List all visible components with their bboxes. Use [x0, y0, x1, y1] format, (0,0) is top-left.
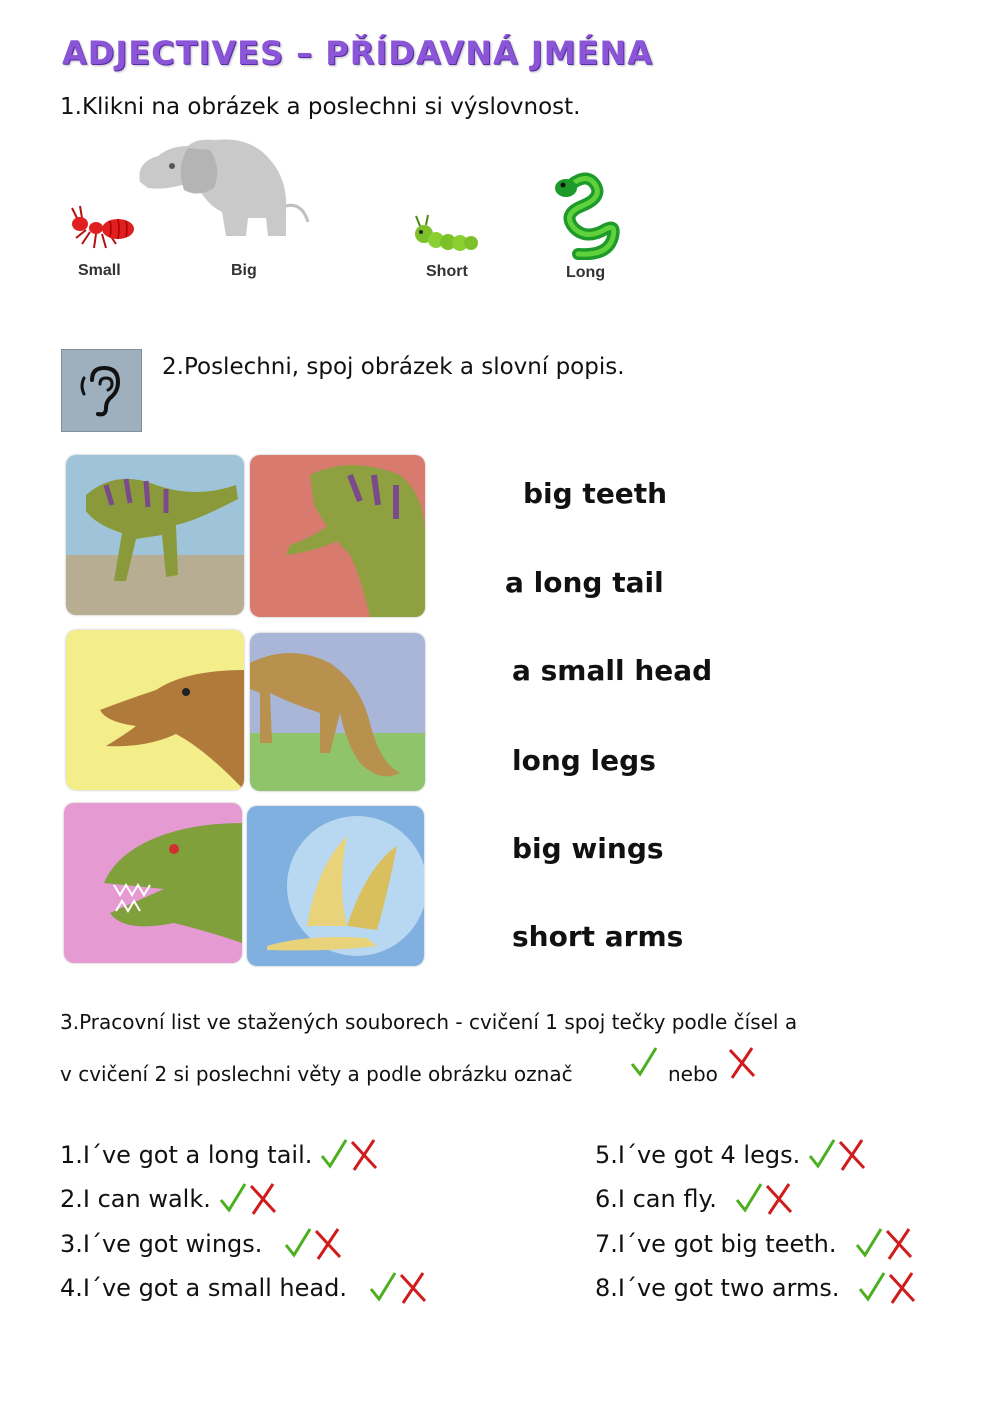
check-icon[interactable] [371, 1273, 395, 1299]
word-long-legs[interactable]: long legs [512, 744, 656, 777]
word-long-tail[interactable]: a long tail [505, 566, 664, 599]
caterpillar-image[interactable] [410, 212, 482, 262]
check-icon[interactable] [860, 1273, 884, 1299]
listen-button[interactable] [61, 349, 142, 432]
cross-icon[interactable] [887, 1229, 911, 1259]
word-big-wings[interactable]: big wings [512, 832, 664, 865]
word-big-teeth[interactable]: big teeth [523, 477, 668, 510]
check-icon[interactable] [810, 1140, 834, 1166]
dino-tile-teeth[interactable] [64, 803, 242, 963]
dino-tile-long-tail[interactable] [250, 633, 425, 791]
cross-icon[interactable] [890, 1273, 914, 1303]
sentence-4 [60, 1271, 437, 1305]
label-small[interactable]: Small [78, 262, 121, 279]
dino-tile-trex-head[interactable] [250, 455, 425, 617]
sentence-4-text: 4.I´ve got a small head. [60, 1274, 347, 1302]
label-short[interactable]: Short [426, 263, 468, 280]
word-short-arms[interactable]: short arms [512, 920, 684, 953]
elephant-image[interactable] [136, 132, 316, 248]
sentence-6 [595, 1182, 801, 1216]
sentence-8-text: 8.I´ve got two arms. [595, 1274, 840, 1302]
check-icon[interactable] [857, 1229, 881, 1255]
sentence-2 [60, 1182, 279, 1216]
sentence-3 [60, 1227, 352, 1261]
task3-instruction-line1: 3.Pracovní list ve stažených souborech - cvičení 1 spoj tečky podle čísel a [60, 1010, 798, 1034]
label-big[interactable]: Big [231, 262, 257, 279]
sentence-1 [60, 1138, 380, 1172]
check-icon[interactable] [737, 1184, 761, 1210]
or-word: nebo [668, 1062, 718, 1086]
ant-image[interactable] [66, 204, 138, 256]
cross-icon[interactable] [840, 1140, 864, 1170]
sentence-6-text: 6.I can fly. [595, 1185, 717, 1213]
dino-tile-trex-standing[interactable] [66, 455, 244, 615]
sentence-5-text: 5.I´ve got 4 legs. [595, 1141, 801, 1169]
cross-icon[interactable] [767, 1184, 791, 1214]
sentence-5 [595, 1138, 868, 1172]
ear-icon [62, 350, 141, 431]
cross-icon[interactable] [352, 1140, 376, 1170]
cross-icon[interactable] [401, 1273, 425, 1303]
word-small-head[interactable]: a small head [512, 654, 713, 687]
check-icon[interactable] [322, 1140, 346, 1166]
sentence-8 [595, 1271, 924, 1305]
page-title: ADJECTIVES – PŘÍDAVNÁ JMÉNA [62, 34, 654, 72]
sentence-3-text: 3.I´ve got wings. [60, 1230, 263, 1258]
sentence-7-text: 7.I´ve got big teeth. [595, 1230, 837, 1258]
sentence-1-text: 1.I´ve got a long tail. [60, 1141, 313, 1169]
sentence-2-text: 2.I can walk. [60, 1185, 211, 1213]
snake-image[interactable] [552, 168, 628, 264]
sentence-7 [595, 1227, 921, 1261]
cross-icon[interactable] [251, 1184, 275, 1214]
check-icon[interactable] [286, 1229, 310, 1255]
dino-tile-wings[interactable] [247, 806, 424, 966]
cross-icon [726, 1046, 758, 1084]
check-icon [628, 1044, 660, 1082]
task2-instruction: 2.Poslechni, spoj obrázek a slovní popis. [162, 354, 625, 380]
task1-instruction: 1.Klikni na obrázek a poslechni si výslovnost. [60, 94, 581, 120]
check-icon[interactable] [221, 1184, 245, 1210]
dino-tile-head-yellow[interactable] [66, 630, 244, 790]
task3-instruction-line2: v cvičení 2 si poslechni věty a podle obrázku označ [60, 1062, 573, 1086]
cross-icon[interactable] [316, 1229, 340, 1259]
label-long[interactable]: Long [566, 264, 606, 281]
